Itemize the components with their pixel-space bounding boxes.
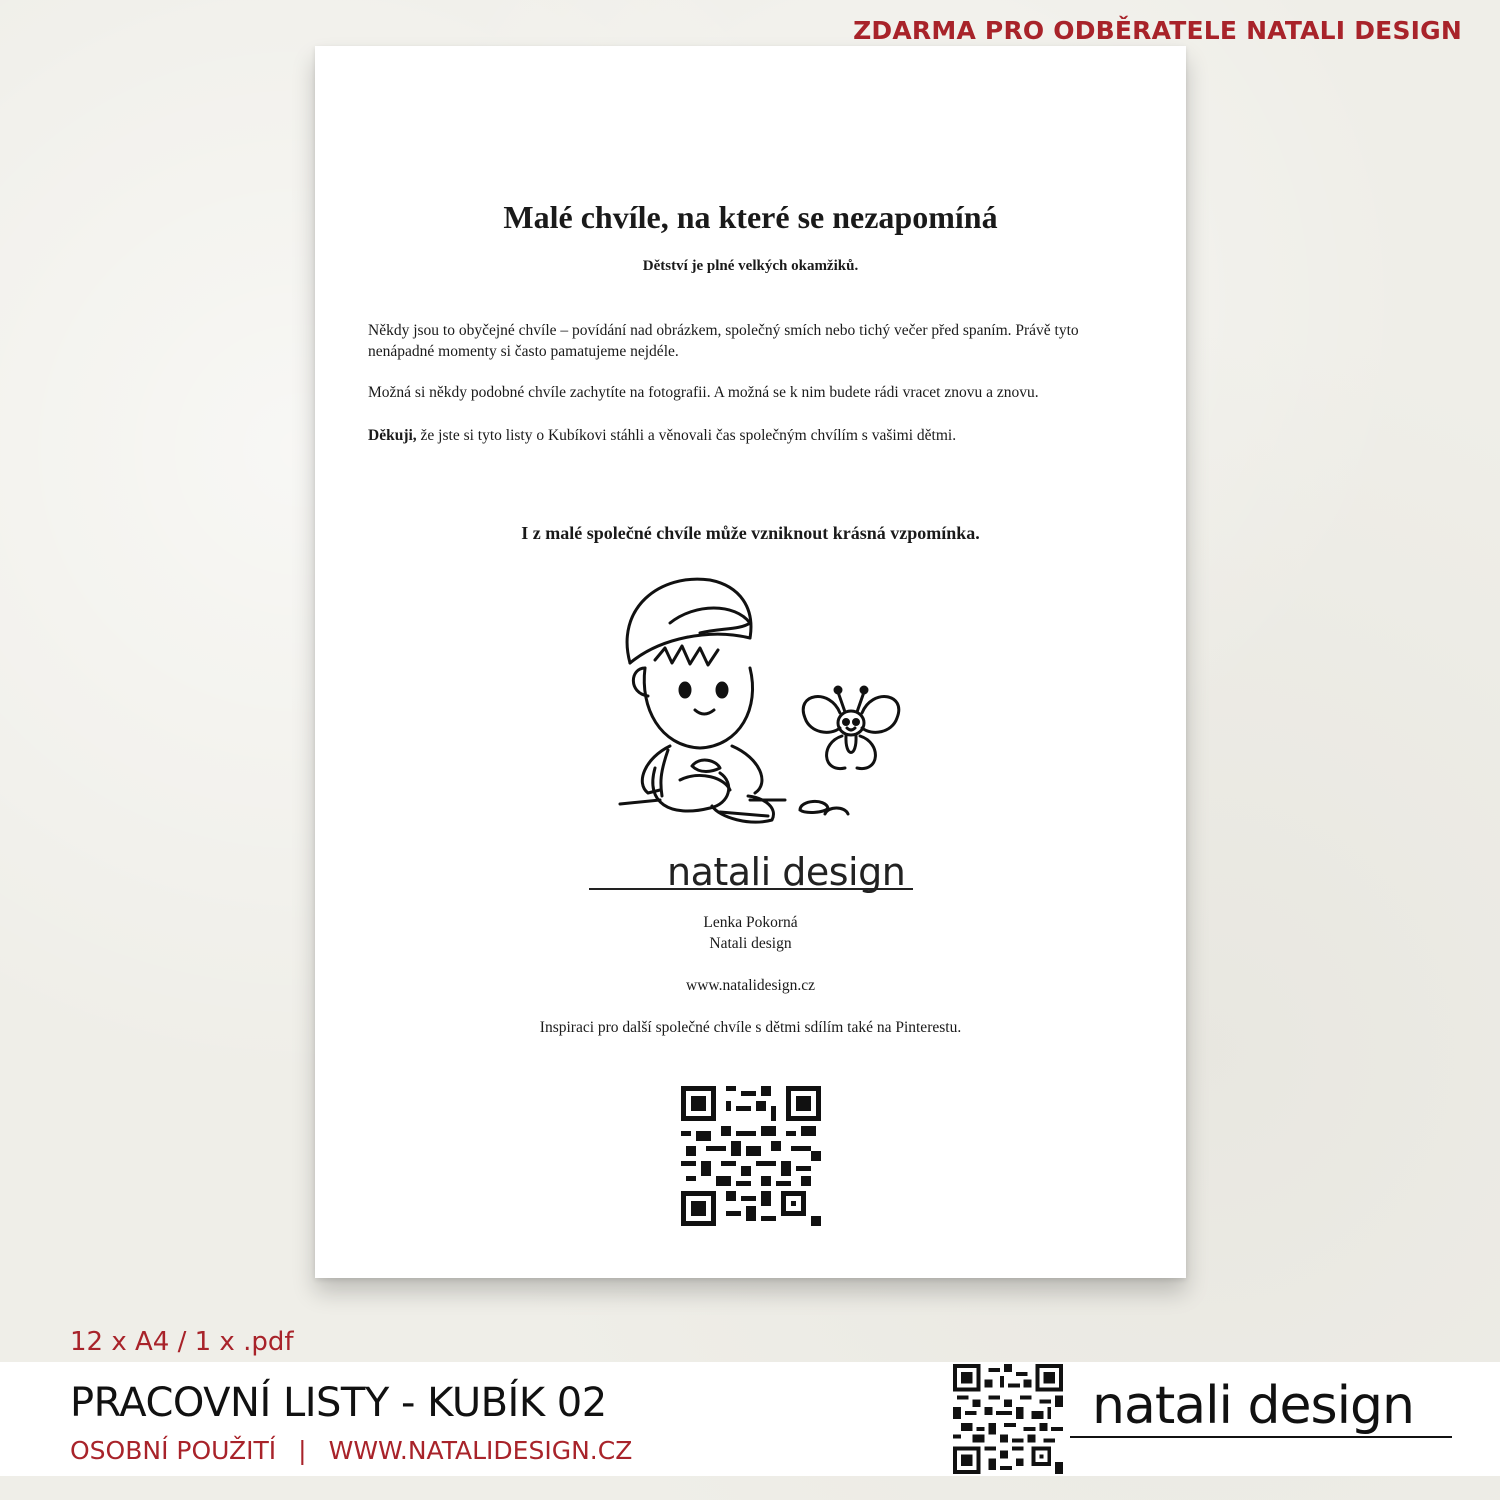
document-sheet: [315, 46, 1186, 1278]
product-title: PRACOVNÍ LISTY - KUBÍK 02: [70, 1380, 607, 1426]
thanks-bold: Děkuji,: [368, 427, 417, 444]
thanks-text: že jste si tyto listy o Kubíkovi stáhli a věnovali čas společným chvílím s vašimi dětmi.: [416, 427, 957, 444]
usage-label: OSOBNÍ POUŽITÍ: [70, 1436, 277, 1465]
document-logo: natali design: [667, 850, 906, 894]
separator: |: [298, 1436, 307, 1465]
document-title: Malé chvíle, na které se nezapomíná: [503, 199, 998, 235]
qr-code-icon[interactable]: [681, 1086, 821, 1226]
paragraph-2: Možná si někdy podobné chvíle zachytíte na fotografii. A možná se k nim budete rádi vracet znovu a znovu.: [368, 384, 1039, 401]
inspiration-text: Inspiraci pro další společné chvíle s dětmi sdílím také na Pinterestu.: [539, 1019, 962, 1036]
company-name: Natali design: [709, 935, 792, 952]
footer-subline: [70, 1436, 632, 1465]
promo-banner: ZDARMA PRO ODBĚRATELE NATALI DESIGN: [853, 16, 1462, 45]
author-name: Lenka Pokorná: [703, 914, 798, 931]
format-info: 12 x A4 / 1 x .pdf: [70, 1327, 294, 1357]
footer-logo: natali design: [1092, 1376, 1415, 1436]
footer-url[interactable]: WWW.NATALIDESIGN.CZ: [328, 1436, 633, 1465]
website-link[interactable]: www.natalidesign.cz: [686, 977, 815, 994]
paragraph-1: Někdy jsou to obyčejné chvíle – povídání nad obrázkem, společný smích nebo tichý večer před spaním. Právě tyto nenápadné momenty si často pamatujeme nejdéle.: [368, 322, 1079, 360]
quote: I z malé společné chvíle může vzniknout krásná vzpomínka.: [521, 523, 980, 543]
qr-code-icon[interactable]: [953, 1364, 1063, 1474]
boy-with-cap-and-butterfly-icon: [600, 568, 920, 843]
document-subtitle: Dětství je plné velkých okamžiků.: [642, 258, 859, 274]
footer-logo-underline: [1070, 1436, 1452, 1438]
paragraph-3: [368, 425, 1138, 446]
footer-band: [0, 1362, 1500, 1476]
